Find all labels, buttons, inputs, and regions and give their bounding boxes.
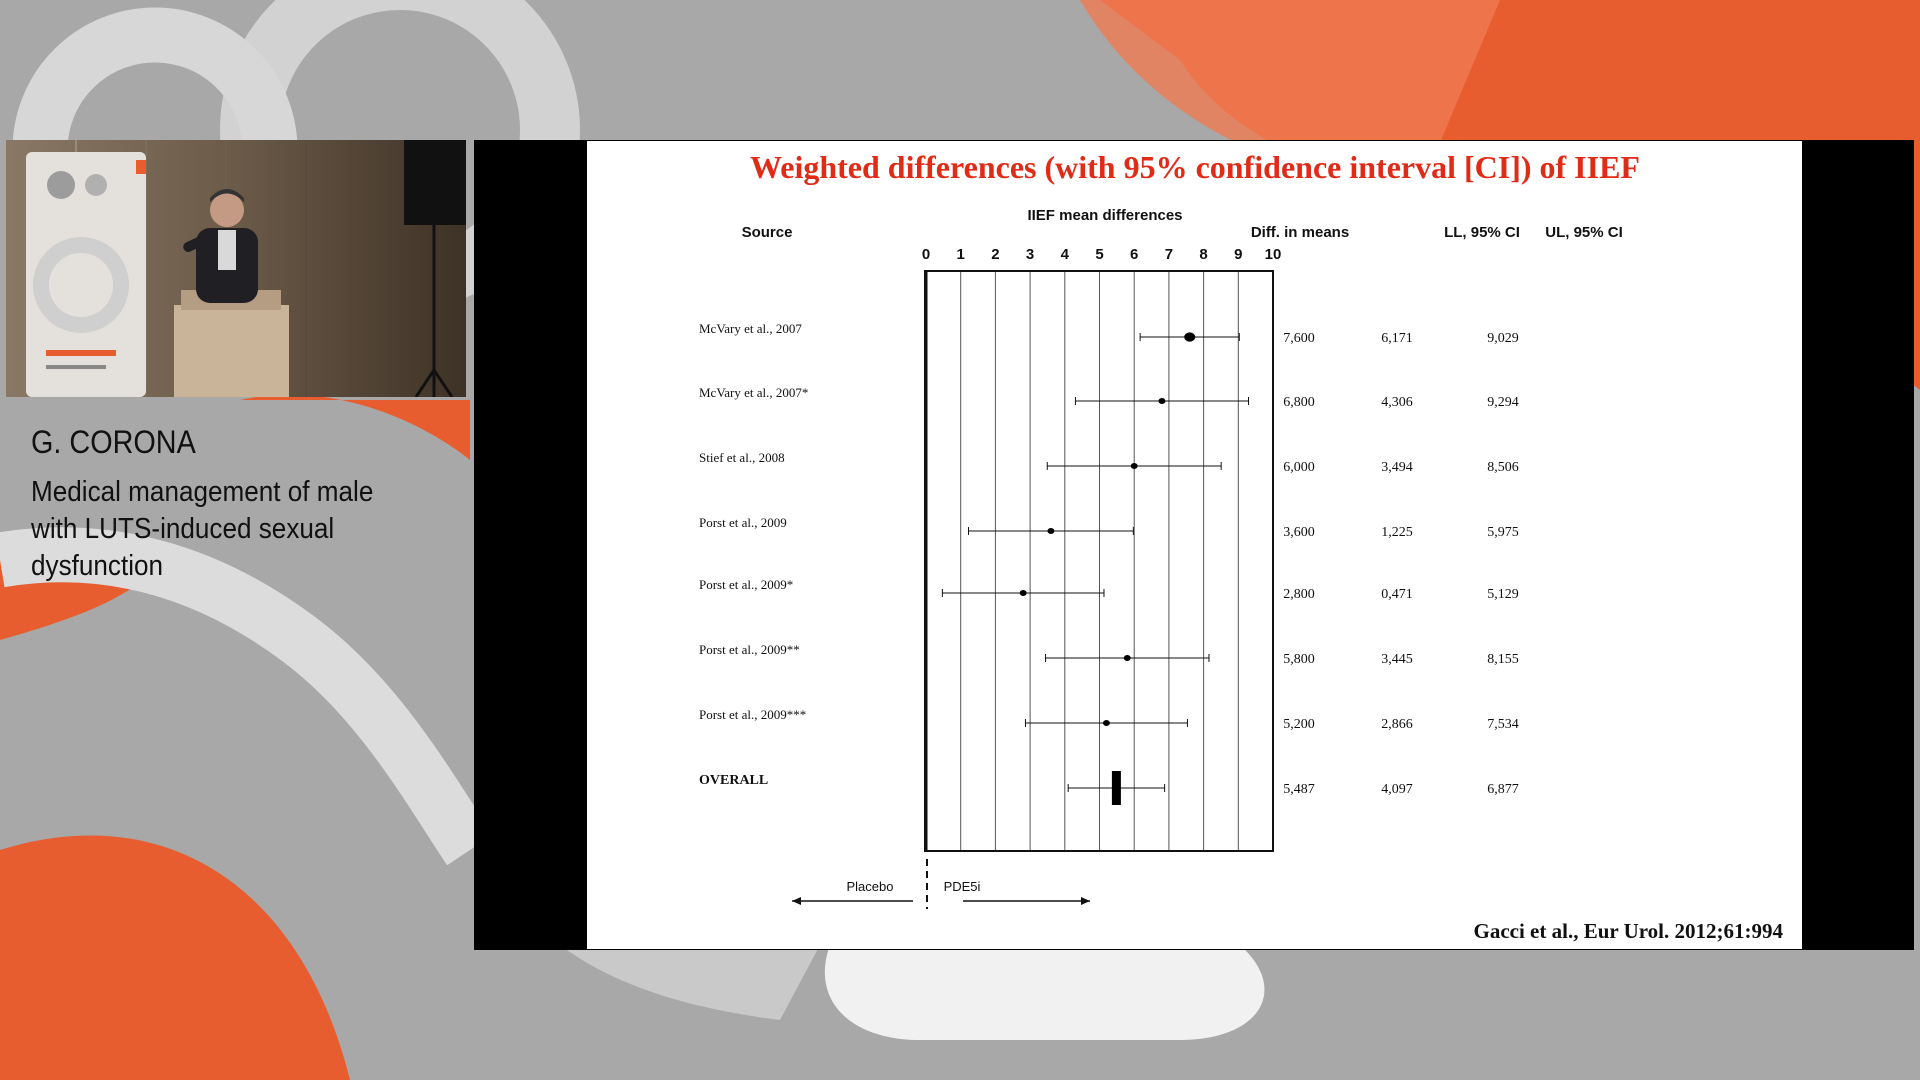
study-6-estimate-marker [1103,720,1110,726]
x-tick-label-8: 8 [1199,246,1208,263]
slide-title: Weighted differences (with 95% confidence interval [CI]) of IIEF [750,149,1640,185]
study-4-diff-value: 2,800 [1283,587,1315,602]
arrow-right-icon [963,897,1090,905]
overall-source: OVERALL [699,773,769,788]
x-tick-label-7: 7 [1164,246,1174,263]
study-row [699,450,1519,475]
study-5-diff-value: 5,800 [1283,652,1315,667]
study-0-estimate-marker [1184,332,1195,341]
column-header-diff: Diff. in means [1250,224,1350,241]
x-tick-label-4: 4 [1060,246,1069,263]
talk-title: Medical management of male with LUTS-induced sexual dysfunction [31,476,374,582]
study-3-ll-value: 1,225 [1381,525,1413,540]
study-6-ll-value: 2,866 [1381,717,1413,732]
study-4-ul-value: 5,129 [1487,587,1519,602]
x-tick-label-1: 1 [956,246,965,263]
study-6-ul-value: 7,534 [1487,717,1519,732]
study-2-ll-value: 3,494 [1381,460,1413,475]
study-row [699,707,1519,732]
x-tick-label-3: 3 [1025,246,1035,263]
arrow-left-icon [792,897,913,905]
direction-left-label: Placebo [846,879,894,894]
x-tick-label-0: 0 [921,246,931,263]
speaker-video-image [6,140,466,397]
study-0-diff-value: 7,600 [1283,331,1315,346]
study-4-estimate-marker [1020,590,1027,596]
study-rows [699,321,1519,805]
overall-ll-value: 4,097 [1381,782,1413,797]
x-tick-label-9: 9 [1234,246,1243,263]
study-6-source: Porst et al., 2009*** [699,707,807,722]
study-3-diff-value: 3,600 [1283,525,1315,540]
speaker-video-thumbnail [6,140,466,397]
study-1-diff-value: 6,800 [1283,395,1315,410]
x-tick-label-2: 2 [991,246,1000,263]
study-5-source: Porst et al., 2009** [699,642,800,657]
axis-title: IIEF mean differences [1027,207,1183,224]
study-1-ul-value: 9,294 [1487,395,1519,410]
direction-right-label: PDE5i [943,879,981,894]
study-row [699,385,1519,410]
overall-ul-value: 6,877 [1487,782,1519,797]
study-row [699,577,1519,602]
column-header-ll: LL, 95% CI [1444,224,1520,241]
study-1-source: McVary et al., 2007* [699,385,809,400]
citation: Gacci et al., Eur Urol. 2012;61:994 [1473,919,1783,943]
study-row [699,321,1519,346]
x-tick-label-10: 10 [1264,246,1282,263]
slide [587,141,1802,949]
study-3-ul-value: 5,975 [1487,525,1519,540]
x-axis-ticks [922,246,1282,263]
x-tick-label-6: 6 [1130,246,1139,263]
speaker-name: G. CORONA [31,424,196,460]
study-2-estimate-marker [1131,463,1138,469]
column-header-source: Source [741,224,793,241]
study-5-ll-value: 3,445 [1381,652,1413,667]
study-row [699,642,1519,667]
study-3-source: Porst et al., 2009 [699,515,787,530]
x-tick-label-5: 5 [1095,246,1104,263]
grid-lines [961,271,1239,851]
study-2-source: Stief et al., 2008 [699,450,785,465]
study-row [699,515,1519,540]
column-header-ul: UL, 95% CI [1545,224,1623,241]
study-2-ul-value: 8,506 [1487,460,1519,475]
study-0-ll-value: 6,171 [1381,331,1413,346]
study-3-estimate-marker [1047,528,1054,534]
overall-row [699,771,1519,805]
overall-diff-value: 5,487 [1283,782,1315,797]
overall-estimate-marker [1112,771,1121,805]
study-1-estimate-marker [1158,398,1165,404]
study-4-source: Porst et al., 2009* [699,577,794,592]
forest-plot [587,141,1802,949]
study-0-source: McVary et al., 2007 [699,321,802,336]
study-0-ul-value: 9,029 [1487,331,1519,346]
study-5-estimate-marker [1124,655,1131,661]
study-1-ll-value: 4,306 [1381,395,1413,410]
study-2-diff-value: 6,000 [1283,460,1315,475]
study-6-diff-value: 5,200 [1283,717,1315,732]
study-5-ul-value: 8,155 [1487,652,1519,667]
study-4-ll-value: 0,471 [1381,587,1413,602]
